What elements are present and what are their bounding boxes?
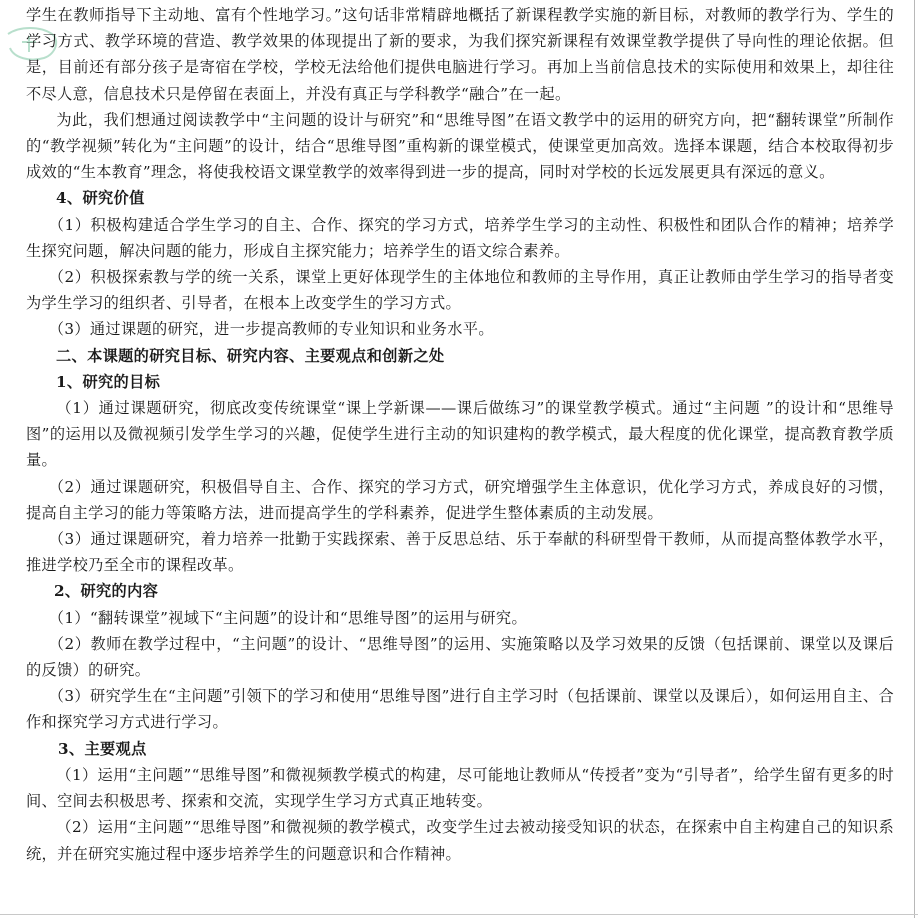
paragraph: （1）积极构建适合学生学习的自主、合作、探究的学习方式，培养学生学习的主动性、积极性和团队合作的精神；培养学生探究问题，解决问题的能力，形成自主探究能力；培养学生的语文综合素养。: [26, 215, 894, 260]
paragraph: （2）教师在教学过程中，“主问题”的设计、“思维导图”的运用、实施策略以及学习效果的反馈（包括课前、课堂以及课后的反馈）的研究。: [26, 634, 894, 680]
paragraph: （2）通过课题研究，积极倡导自主、合作、探究的学习方式，研究增强学生主体意识，优化学习方式，养成良好的习惯，提高自主学习的能力等策略方法，进而提高学生的学科素养，促进学生整体素质的主动发展。: [26, 477, 894, 522]
paragraph: （1）“翻转课堂”视域下“主问题”的设计和“思维导图”的运用与研究。: [48, 608, 528, 627]
paragraph: （3）通过课题的研究，进一步提高教师的专业知识和业务水平。: [48, 320, 494, 339]
page-bottom-rule: [0, 914, 918, 915]
page-edge-rule: [914, 0, 915, 918]
paragraph: 为此，我们想通过阅读教学中“主问题的设计与研究”和“思维导图”在语文教学中的运用的研究方向，把“翻转课堂”所制作的“教学视频”转化为“主问题”的设计，结合“思维导图”重构新的课堂模式，使课堂更加高效。选择本课题，结合本校取得初步成效的“生本教育”理念，将使我校语文课堂教学的效率得到进一步的提高，同时对学校的长远发展更具有深远的意义。: [26, 110, 894, 182]
paragraph: （2）运用“主问题”“思维导图”和微视频的教学模式，改变学生过去被动接受知识的状态，在探索中自主构建自己的知识系统，并在研究实施过程中逐步培养学生的问题意识和合作精神。: [26, 818, 894, 863]
section-heading: 4、研究价值: [56, 189, 145, 208]
paragraph: （3）研究学生在“主问题”引领下的学习和使用“思维导图”进行自主学习时（包括课前、课堂以及课后），如何运用自主、合作和探究学习方式进行学习。: [26, 687, 894, 732]
document-body: [26, 0, 894, 867]
paragraph: （3）通过课题研究，着力培养一批勤于实践探索、善于反思总结、乐于奉献的科研型骨干教师，从而提高整体教学水平，推进学校乃至全市的课程改革。: [26, 530, 894, 575]
section-heading: 1、研究的目标: [56, 372, 161, 391]
paragraph: （2）积极探索教与学的统一关系，课堂上更好体现学生的主体地位和教师的主导作用，真正让教师由学生学习的指导者变为学生学习的组织者、引导者，在根本上改变学生的学习方式。: [26, 268, 894, 313]
paragraph: （1）运用“主问题”“思维导图”和微视频教学模式的构建，尽可能地让教师从“传授者”变为“引导者”，给学生留有更多的时间、空间去积极思考、探索和交流，实现学生学习方式真正地转变。: [26, 765, 894, 811]
paragraph: （1）通过课题研究，彻底改变传统课堂“课上学新课——课后做练习”的课堂教学模式。通过“主问题 ”的设计和“思维导图”的运用以及微视频引发学生学习的兴趣，促使学生进行主动的知识建构的教学模式，最大程度的优化课堂，提高教育教学质量。: [26, 399, 894, 470]
chapter-heading: 二、本课题的研究目标、研究内容、主要观点和创新之处: [56, 346, 445, 365]
paragraph: 学生在教师指导下主动地、富有个性地学习。”这句话非常精辟地概括了新课程教学实施的新目标，对教师的教学行为、学生的学习方式、教学环境的营造、教学效果的体现提出了新的要求，为我们探究新课程有效课堂教学提供了导向性的理论依据。但是，目前还有部分孩子是寄宿在学校，学校无法给他们提供电脑进行学习。再加上当前信息技术的实际使用和效果上，却往往不尽人意，信息技术只是停留在表面上，并没有真正与学科教学“融合”在一起。: [26, 6, 894, 103]
section-heading: 3、主要观点: [58, 739, 147, 758]
section-heading: 2、研究的内容: [54, 582, 159, 601]
